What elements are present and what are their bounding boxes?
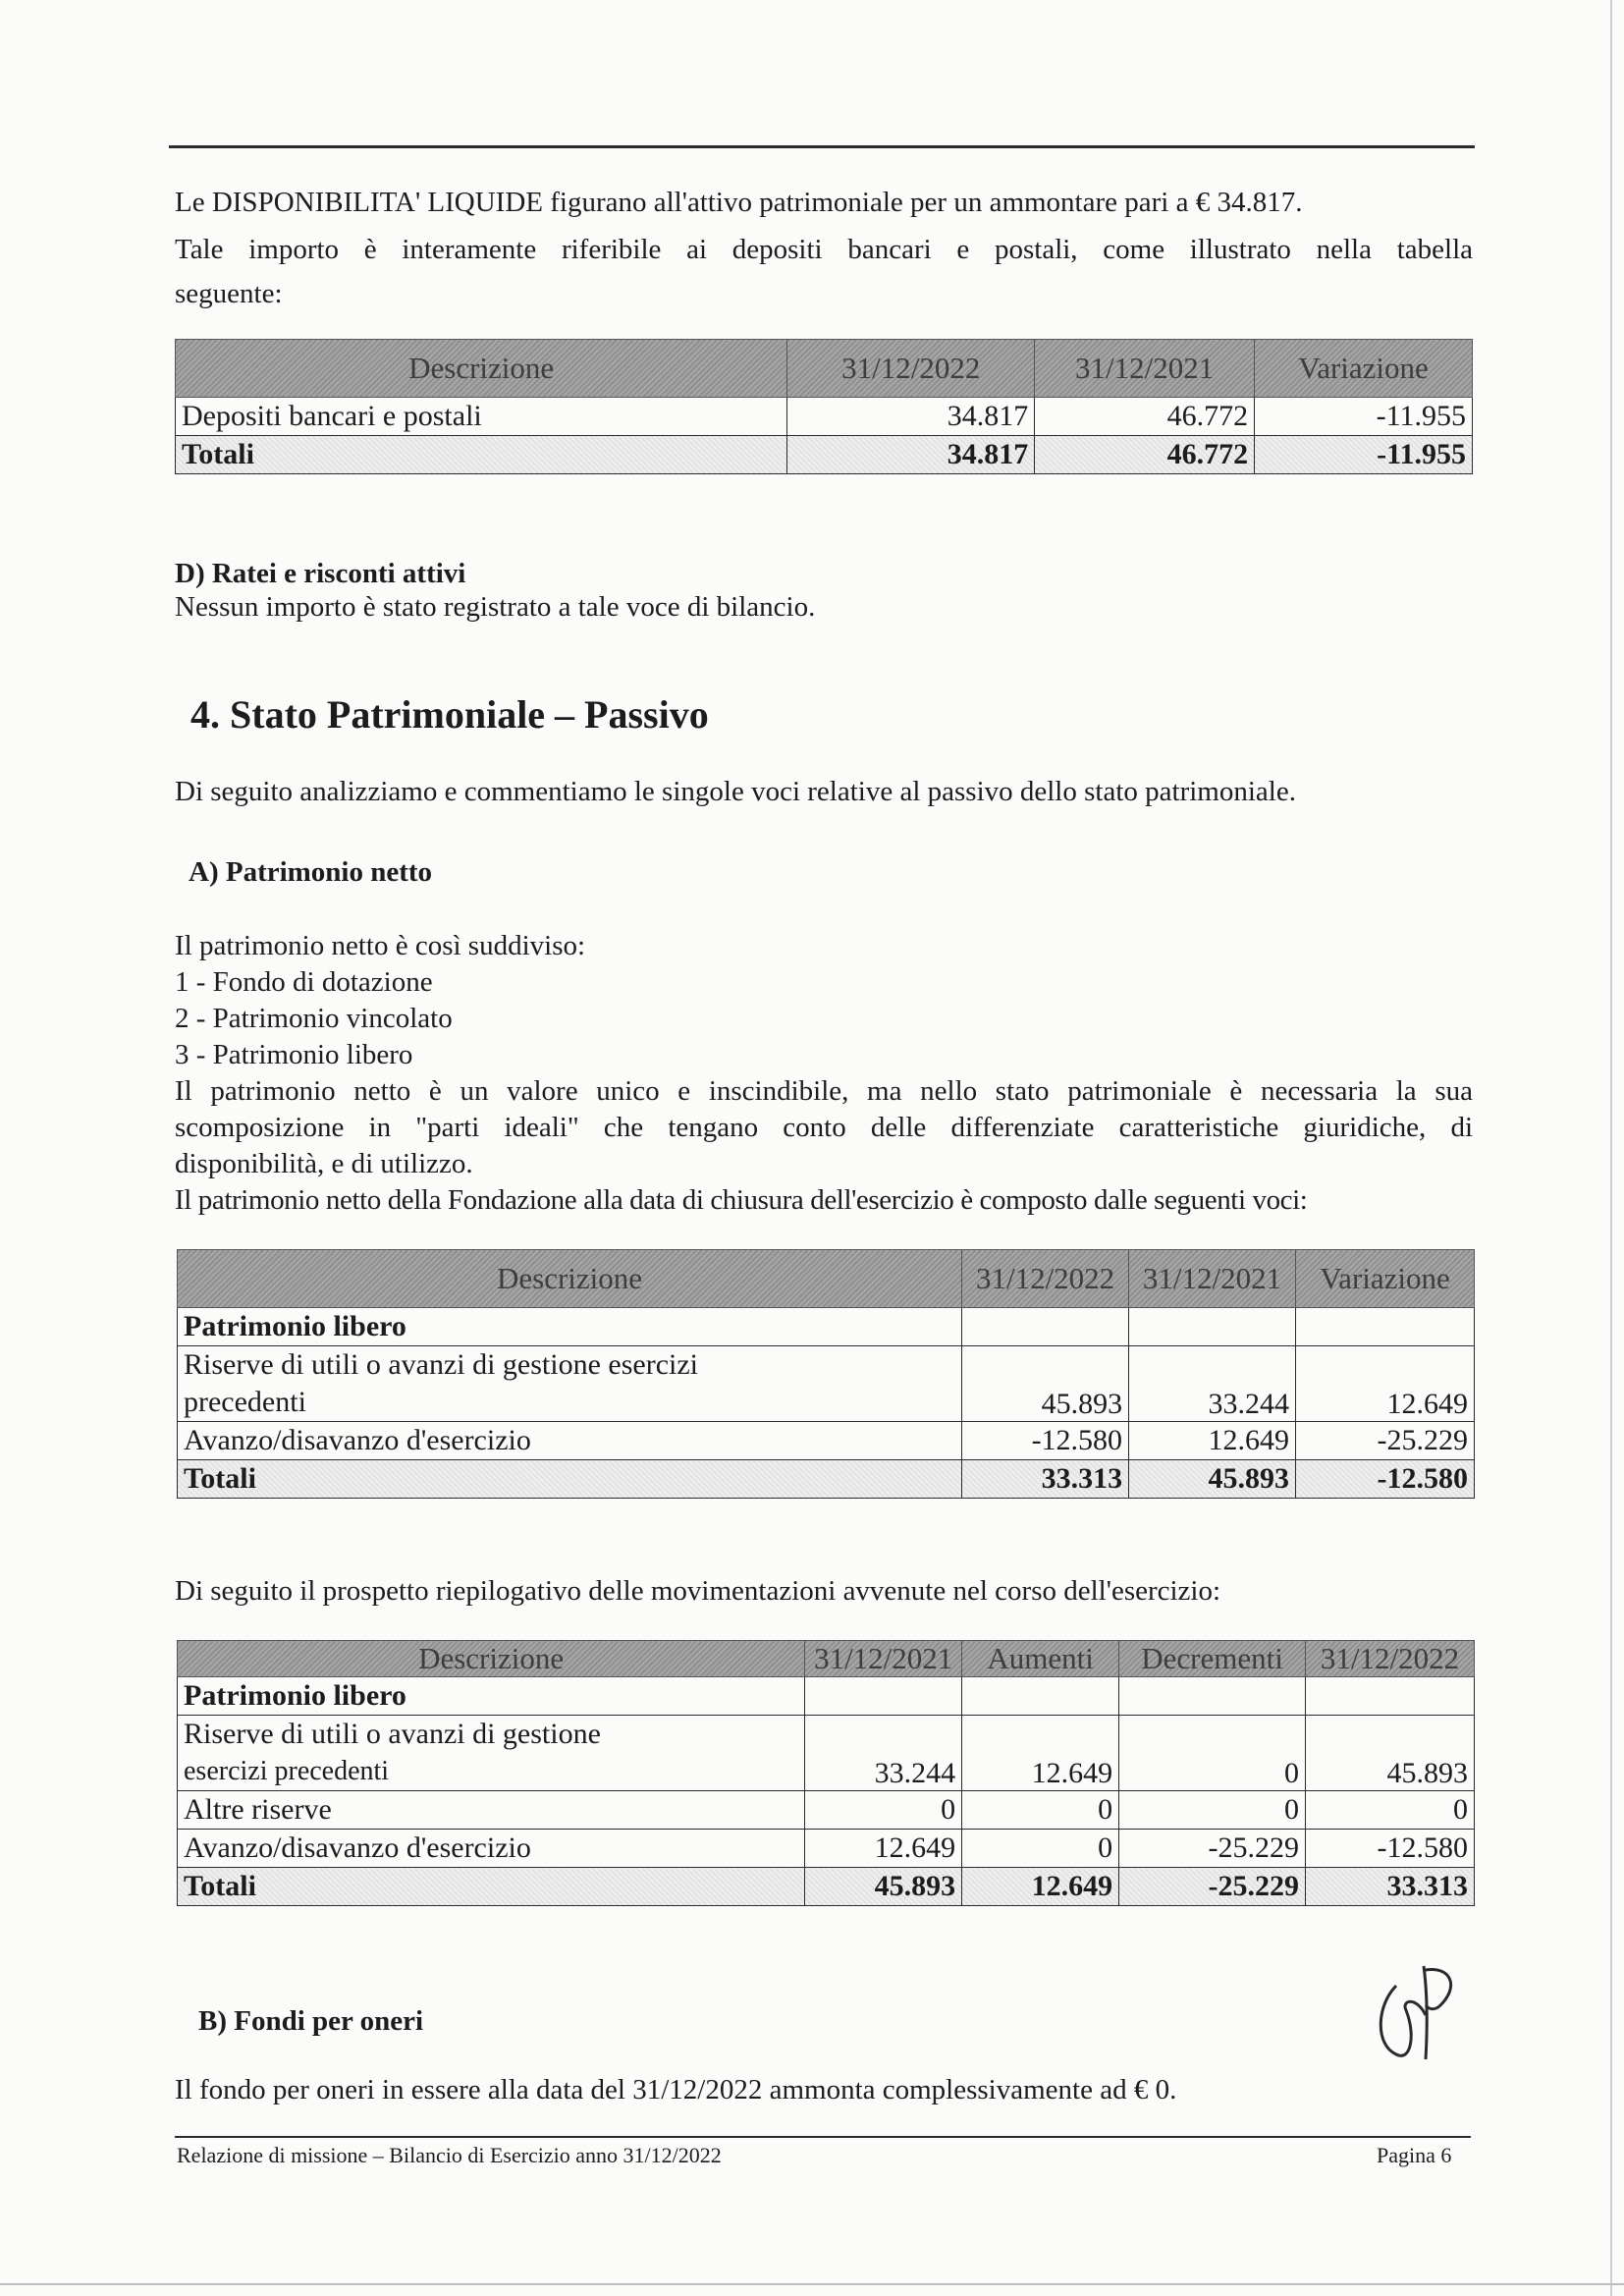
table-row <box>178 1716 1475 1791</box>
cell-value: -11.955 <box>1255 398 1473 436</box>
cell-value: 0 <box>1119 1791 1306 1830</box>
cell-value: 0 <box>805 1791 962 1830</box>
cell-value: 0 <box>962 1830 1119 1868</box>
group-label: Patrimonio libero <box>178 1308 962 1346</box>
equity-table <box>177 1249 1475 1499</box>
table-header-row <box>178 1641 1475 1677</box>
cell-value: 45.893 <box>805 1868 962 1906</box>
col-header: 31/12/2021 <box>1129 1250 1296 1308</box>
cell-value: -11.955 <box>1255 436 1473 474</box>
patrimonio-line: Il patrimonio netto è un valore unico e inscindibile, ma nello stato patrimoniale è necessaria la sua <box>175 1075 1473 1107</box>
patrimonio-title: A) Patrimonio netto <box>189 856 433 888</box>
footer-page: Pagina 6 <box>1377 2143 1452 2167</box>
intro-line-2: Tale importo è interamente riferibile ai depositi bancari e postali, come illustrato nella tabella <box>175 234 1473 265</box>
cell-label: Riserve di utili o avanzi di gestione esercizi precedenti <box>178 1716 805 1791</box>
col-header: Variazione <box>1296 1250 1475 1308</box>
cell-value: 46.772 <box>1035 398 1255 436</box>
table-row <box>178 1422 1475 1460</box>
cell-label: Riserve di utili o avanzi di gestione esercizi precedenti <box>178 1346 962 1422</box>
cell-value: 12.649 <box>1129 1422 1296 1460</box>
col-header: Decrementi <box>1119 1641 1306 1677</box>
cell-value: -25.229 <box>1119 1830 1306 1868</box>
cell-value: 12.649 <box>1296 1346 1475 1422</box>
cell-value: 33.313 <box>1306 1868 1475 1906</box>
scan-edge <box>1610 0 1612 2296</box>
col-header: 31/12/2022 <box>787 340 1035 398</box>
table-header-row <box>176 340 1473 398</box>
liquidity-table <box>175 339 1473 474</box>
ratei-text: Nessun importo è stato registrato a tale voce di bilancio. <box>175 591 816 623</box>
cell-label: Altre riserve <box>178 1791 805 1830</box>
patrimonio-line: scomposizione in "parti ideali" che tengano conto delle differenziate caratteristiche giuridiche, di <box>175 1112 1473 1143</box>
cell-value: 45.893 <box>962 1346 1129 1422</box>
col-header: 31/12/2022 <box>962 1250 1129 1308</box>
table-row <box>178 1308 1475 1346</box>
table-row <box>178 1677 1475 1716</box>
fondi-text: Il fondo per oneri in essere alla data del 31/12/2022 ammonta complessivamente ad € 0. <box>175 2074 1177 2105</box>
ratei-title: D) Ratei e risconti attivi <box>175 558 466 589</box>
cell-label: Depositi bancari e postali <box>176 398 787 436</box>
cell-value: 0 <box>1119 1716 1306 1791</box>
cell-value: 34.817 <box>787 436 1035 474</box>
cell-label: Totali <box>178 1460 962 1499</box>
intro-line-1: Le DISPONIBILITA' LIQUIDE figurano all'attivo patrimoniale per un ammontare pari a € 34.817. <box>175 187 1303 218</box>
table-row <box>178 1346 1475 1422</box>
patrimonio-line: Il patrimonio netto è così suddiviso: <box>175 930 586 961</box>
fondi-title: B) Fondi per oneri <box>198 2005 424 2037</box>
cell-value: -12.580 <box>1306 1830 1475 1868</box>
cell-label: Avanzo/disavanzo d'esercizio <box>178 1422 962 1460</box>
cell-value: -12.580 <box>962 1422 1129 1460</box>
cell-value: -12.580 <box>1296 1460 1475 1499</box>
cell-value: 12.649 <box>962 1868 1119 1906</box>
cell-value: 34.817 <box>787 398 1035 436</box>
table-row <box>178 1791 1475 1830</box>
total-row <box>178 1460 1475 1499</box>
total-row <box>178 1868 1475 1906</box>
patrimonio-line: disponibilità, e di utilizzo. <box>175 1148 473 1179</box>
cell-value: 12.649 <box>805 1830 962 1868</box>
cell-value: 0 <box>962 1791 1119 1830</box>
cell-value: 46.772 <box>1035 436 1255 474</box>
header-rule <box>169 145 1475 148</box>
patrimonio-line: 3 - Patrimonio libero <box>175 1039 413 1070</box>
footer-rule <box>175 2136 1471 2138</box>
table-header-row <box>178 1250 1475 1308</box>
col-header: 31/12/2021 <box>1035 340 1255 398</box>
intro-line-3: seguente: <box>175 278 283 309</box>
table-row <box>176 398 1473 436</box>
group-label: Patrimonio libero <box>178 1677 805 1716</box>
movements-intro: Di seguito il prospetto riepilogativo delle movimentazioni avvenute nel corso dell'esercizio: <box>175 1575 1221 1607</box>
col-header: Descrizione <box>176 340 787 398</box>
col-header: Variazione <box>1255 340 1473 398</box>
movements-table <box>177 1640 1475 1906</box>
cell-value: -25.229 <box>1119 1868 1306 1906</box>
patrimonio-line: Il patrimonio netto della Fondazione alla data di chiusura dell'esercizio è composto dalle seguenti voci: <box>175 1184 1308 1216</box>
scan-bottom-edge <box>0 2283 1624 2285</box>
cell-value: 45.893 <box>1306 1716 1475 1791</box>
table-row <box>178 1830 1475 1868</box>
cell-value: 33.244 <box>1129 1346 1296 1422</box>
cell-label: Avanzo/disavanzo d'esercizio <box>178 1830 805 1868</box>
patrimonio-line: 1 - Fondo di dotazione <box>175 966 433 998</box>
cell-label: Totali <box>178 1868 805 1906</box>
signature-mark <box>1367 1956 1475 2074</box>
cell-label: Totali <box>176 436 787 474</box>
total-row <box>176 436 1473 474</box>
cell-value: 0 <box>1306 1791 1475 1830</box>
footer-left: Relazione di missione – Bilancio di Esercizio anno 31/12/2022 <box>177 2143 722 2167</box>
col-header: 31/12/2021 <box>805 1641 962 1677</box>
col-header: Descrizione <box>178 1641 805 1677</box>
col-header: 31/12/2022 <box>1306 1641 1475 1677</box>
patrimonio-line: 2 - Patrimonio vincolato <box>175 1003 453 1034</box>
cell-value: 33.313 <box>962 1460 1129 1499</box>
section-intro: Di seguito analizziamo e commentiamo le singole voci relative al passivo dello stato patrimoniale. <box>175 776 1296 807</box>
cell-value: 45.893 <box>1129 1460 1296 1499</box>
cell-value: 12.649 <box>962 1716 1119 1791</box>
cell-value: -25.229 <box>1296 1422 1475 1460</box>
cell-value: 33.244 <box>805 1716 962 1791</box>
col-header: Descrizione <box>178 1250 962 1308</box>
col-header: Aumenti <box>962 1641 1119 1677</box>
section-title: 4. Stato Patrimoniale – Passivo <box>190 692 709 737</box>
